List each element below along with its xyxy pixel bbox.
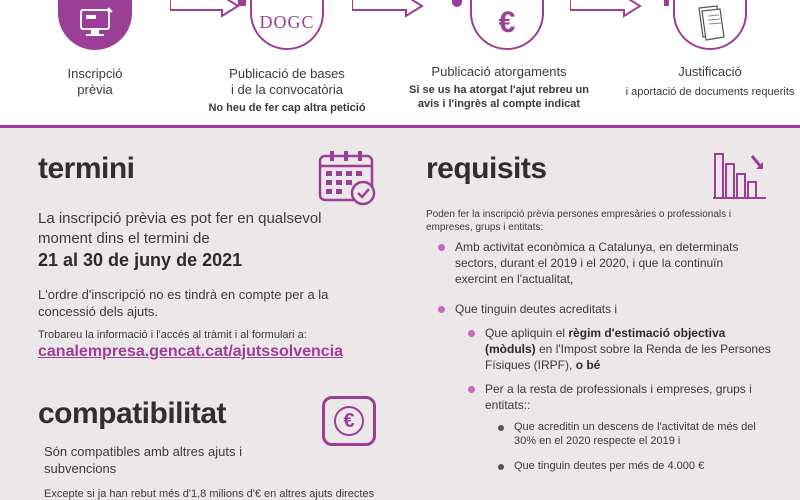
process-steps-band (0, 0, 800, 128)
compatibilitat-heading: compatibilitat (38, 397, 227, 430)
step-2-title-line2: i de la convocatòria (230, 82, 343, 97)
arrow-3 (570, 0, 642, 18)
step-3-title-line1: Publicació atorgaments (431, 64, 567, 79)
step-1-title-line1: Inscripció (67, 66, 123, 81)
compatibilitat-paragraph-2: Excepte si ja han rebut més d'1,8 milions d'€ en altres ajuts directes (44, 488, 375, 500)
bullet-dot (498, 425, 504, 431)
divider-mark-2 (452, 0, 462, 7)
termini-heading: termini (38, 152, 135, 185)
step-1-title (5, 66, 185, 98)
requisits-intro: Poden fer la inscripció prèvia persones empresàries o professionals i empreses, grups i entitats: (426, 209, 732, 233)
ajuts-solvencia-link[interactable]: canalempresa.gencat.cat/ajutssolvencia (38, 343, 344, 360)
step-2-icon-badge (250, 0, 324, 50)
requisits-heading: requisits (426, 152, 547, 185)
bullet-dot (468, 330, 475, 337)
compatibilitat-paragraph-1: Són compatibles amb altres ajuts i subvencions (44, 444, 242, 476)
requisit-item-2-text: Que tinguin deutes acreditats i (455, 302, 618, 316)
bullet-dot (468, 386, 475, 393)
termini-paragraph-3: Trobareu la informació i l'accés al tràmit i al formulari a: (38, 329, 307, 341)
divider-mark-3 (664, 0, 669, 6)
step-1-icon-badge (58, 0, 132, 50)
termini-paragraph-2: L'ordre d'inscripció no es tindrà en compte per a la concessió dels ajuts. (38, 287, 329, 319)
step-3-title (409, 64, 589, 80)
step-3-subtitle-line2: avis i l'ingrès al compte indicat (417, 98, 581, 110)
step-4-title (620, 64, 800, 80)
step-2-subtitle: No heu de fer cap altra petició (208, 102, 366, 114)
sub1-post: en l'Impost sobre la Renda de les Persones Físiques (IRPF), (485, 342, 771, 372)
euro-icon: € (498, 6, 516, 39)
requisit-subsubitem-1 (498, 420, 758, 448)
euro-compat-icon (322, 396, 376, 446)
requisit-item-1 (438, 239, 768, 287)
termini-date: 21 al 30 de juny de 2021 (38, 250, 243, 270)
step-2-title (197, 66, 377, 98)
step-4-subtitle: i aportació de documents requerits (625, 86, 795, 98)
step-4-title-line1: Justificació (678, 64, 742, 79)
step-1-title-line2: prèvia (77, 82, 113, 97)
computer-icon (58, 0, 132, 50)
requisit-subitem-2-text: Per a la resta de professionals i empreses, grups i entitats:: (485, 382, 752, 412)
bullet-dot (438, 306, 445, 313)
requisit-subitem-1-text (485, 325, 773, 373)
step-4-icon-badge (673, 0, 747, 50)
arrow-1 (170, 0, 240, 18)
step-3-subtitle (399, 83, 599, 111)
euro-circle: € (334, 406, 364, 436)
declining-bars-icon (712, 150, 768, 200)
arrow-2 (352, 0, 424, 18)
requisit-item-2 (438, 301, 768, 317)
requisit-subsubitem-2 (498, 459, 758, 473)
dogc-icon: DOGC (259, 12, 315, 32)
divider-mark-1 (238, 0, 246, 6)
bullet-dot (438, 244, 445, 251)
termini-paragraph-1: La inscripció prèvia es pot fer en qualsevol moment dins el termini de (38, 210, 322, 247)
requisit-subitem-2 (468, 381, 773, 413)
step-2-title-line1: Publicació de bases (229, 66, 345, 81)
requisit-subsubitem-1-text: Que acreditin un descens de l'activitat de més del 30% en el 2020 respecte el 2019 i (514, 421, 756, 447)
sub1-bold: règim d'estimació objectiva (mòduls) (485, 326, 726, 356)
sub1-end: o bé (575, 358, 601, 372)
bullet-dot (498, 464, 504, 470)
step-3-icon-badge (470, 0, 544, 50)
sub1-pre: Que apliquin el (485, 326, 569, 340)
step-3-subtitle-line1: Si se us ha atorgat l'ajut rebreu un (409, 84, 589, 96)
requisit-subsubitem-2-text: Que tinguin deutes per més de 4.000 € (514, 460, 705, 472)
requisit-item-1-text: Amb activitat econòmica a Catalunya, en determinats sectors, durant el 2019 i el 2020, i que la continuïn exercint en l'actualitat, (455, 240, 739, 286)
requisit-subitem-1 (468, 325, 773, 373)
calendar-icon (318, 150, 378, 206)
documents-icon (675, 0, 745, 48)
